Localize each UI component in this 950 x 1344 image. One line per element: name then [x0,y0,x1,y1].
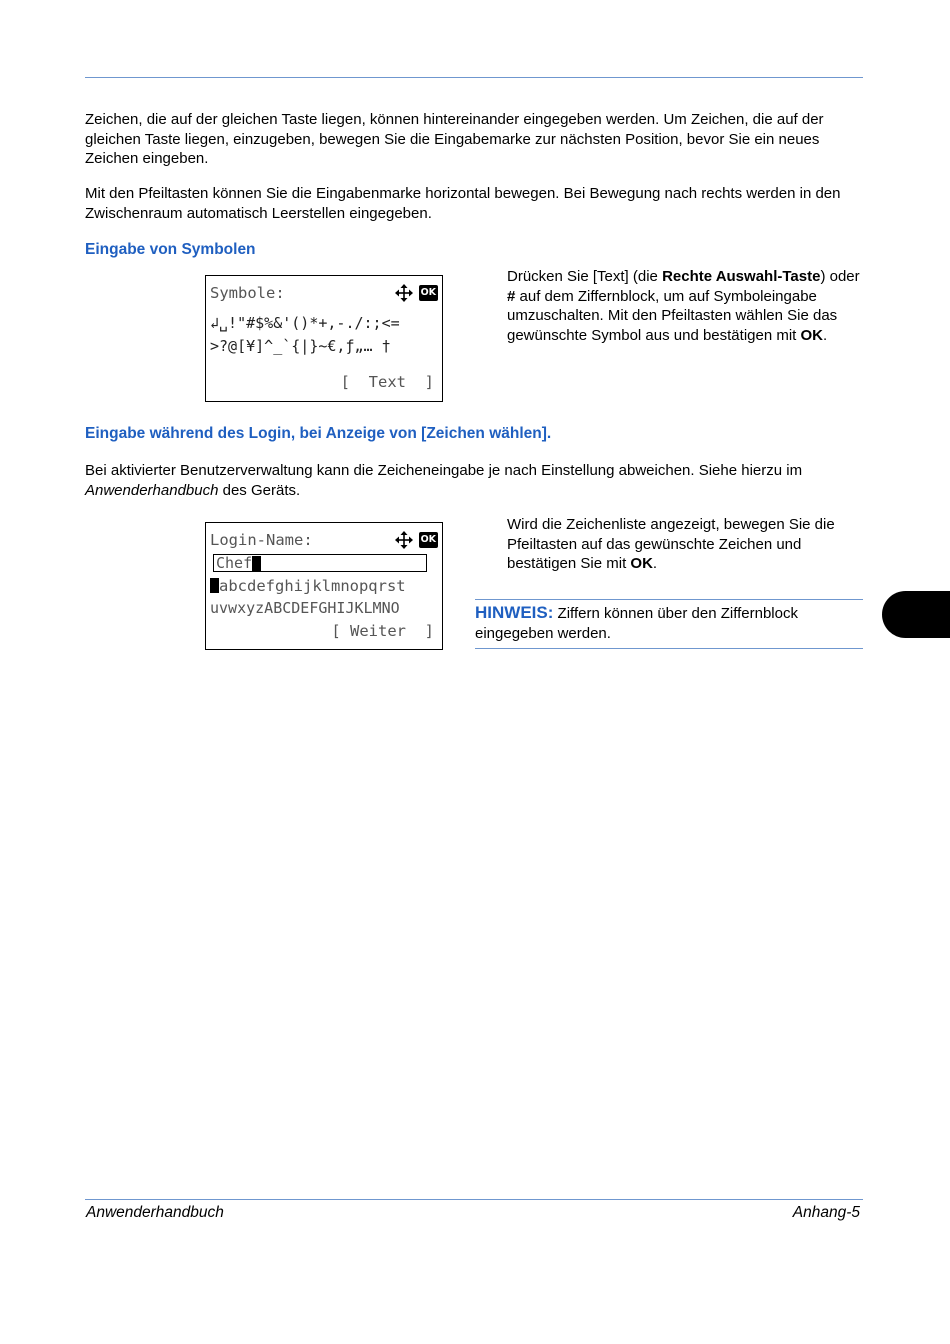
heading-symbol-input: Eingabe von Symbolen [85,241,256,258]
footer-page-number: Anhang-5 [792,1204,860,1221]
lcd-icons [395,531,438,549]
login-paragraph: Bei aktivierter Benutzerverwaltung kann die Zeicheneingabe je nach Einstellung abweichen. Siehe hierzu im Anwenderhandbuch des Geräts. [85,462,803,499]
note-label: HINWEIS: [475,603,554,622]
lcd-icons [395,284,438,302]
footer-rule [85,1199,863,1200]
lcd-softkey-weiter: [ Weiter ] [331,622,434,640]
note-box [475,603,863,643]
text-cursor [252,556,261,571]
lcd-softkey-text: [ Text ] [340,373,434,391]
note-text: Ziffern können über den Ziffernblock eingegeben werden. [475,605,798,642]
intro-paragraph-2: Mit den Pfeiltasten können Sie die Eingabenmarke horizontal bewegen. Bei Bewegung nach rechts werden in den Zwischenraum automatisch Leerstellen eingegeben. [85,185,841,222]
heading-login-input: Eingabe während des Login, bei Anzeige von [Zeichen wählen]. [85,425,552,442]
header-rule [85,77,863,78]
arrow-keys-icon [395,531,413,549]
symbol-instructions: Drücken Sie [Text] (die Rechte Auswahl-Taste) oder # auf dem Ziffernblock, um auf Symboleingabe umzuschalten. Mit den Pfeiltasten wählen Sie das gewünschte Symbol aus und bestätigen mit OK. [507,268,860,344]
chapter-tab [882,591,950,638]
intro-paragraph-1: Zeichen, die auf der gleichen Taste liegen, können hintereinander eingegeben werden. Um Zeichen, die auf der gleichen Taste liegen, einzugeben, bewegen Sie die Eingabemarke zur nächsten Position, bevor Sie ein neues Zeichen eingeben. [85,111,824,167]
login-instructions: Wird die Zeichenliste angezeigt, bewegen Sie die Pfeiltasten auf das gewünschte Zeichen und bestätigen Sie mit OK. [507,516,835,572]
selection-cursor [210,578,219,593]
symbol-lcd-screen [205,275,443,402]
lcd-title: Login-Name: [210,531,313,549]
lcd-char-row-1: abcdefghijklmnopqrst [210,577,406,595]
lcd-symbol-row-1: ↲␣!"#$%&'()*+,-./:;<= [210,314,400,332]
lcd-title: Symbole: [210,284,285,302]
login-lcd-screen [205,522,443,650]
note-top-rule [475,599,863,600]
footer-manual-title: Anwenderhandbuch [86,1204,224,1221]
lcd-char-row-2: uvwxyzABCDEFGHIJKLMNO [210,599,400,617]
ok-icon: OK [419,532,438,548]
ok-icon: OK [419,285,438,301]
note-bottom-rule [475,648,863,649]
lcd-symbol-row-2: >?@[¥]^_`{|}~€,ƒ„… † [210,337,391,355]
arrow-keys-icon [395,284,413,302]
login-input-value: Chef [216,554,253,572]
login-name-input[interactable] [213,554,427,572]
